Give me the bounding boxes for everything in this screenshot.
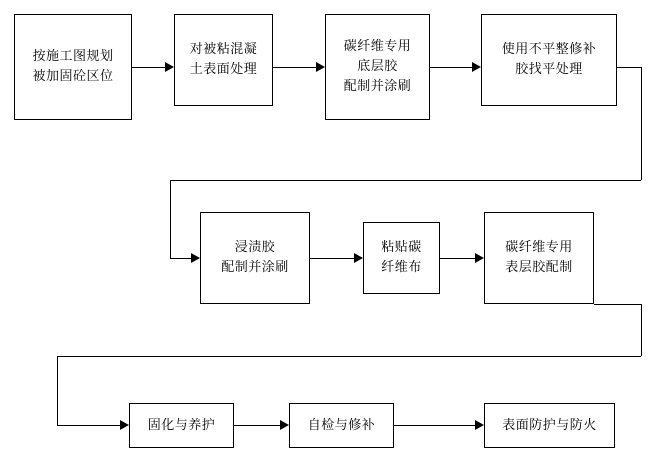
node-surface-adhesive[interactable] [484, 212, 594, 304]
node-line: 粘贴碳 [381, 240, 422, 255]
connector-n9-n10 [394, 425, 475, 426]
connector-n3-n4 [430, 67, 472, 68]
connector-n8-n9 [234, 425, 280, 426]
node-line: 配制并涂刷 [343, 79, 412, 94]
connector-n5-n6 [310, 258, 354, 259]
node-curing-maintenance[interactable] [129, 403, 234, 448]
arrowhead-n3-n4 [472, 62, 481, 72]
arrowhead-n8-n9 [280, 420, 289, 430]
node-line: 按施工图规划 [32, 49, 114, 64]
node-line: 碳纤维专用 [505, 240, 573, 255]
node-line: 表层胶配制 [505, 260, 573, 275]
node-surface-protection-fireproof[interactable] [484, 403, 615, 448]
connector-n4-left [170, 180, 641, 181]
arrowhead-n7-n8 [120, 420, 129, 430]
node-plan-reinforce-area[interactable] [14, 14, 132, 120]
node-impregnation-adhesive[interactable] [200, 212, 310, 304]
connector-n5-down [170, 180, 171, 258]
node-line: 土表面处理 [189, 62, 258, 77]
node-line: 纤维布 [381, 260, 422, 275]
arrowhead-n2-n3 [316, 62, 325, 72]
connector-n8-down [57, 356, 58, 425]
node-line: 浸渍胶 [234, 240, 276, 255]
connector-n2-n3 [273, 67, 316, 68]
node-primer-adhesive[interactable] [325, 14, 430, 120]
node-line: 被加固砼区位 [32, 69, 114, 84]
connector-n7-down [641, 304, 642, 356]
node-line: 表面防护与防火 [502, 417, 597, 433]
connector-n7-left [57, 356, 641, 357]
node-line: 固化与养护 [147, 417, 216, 433]
arrowhead-n4-n5 [191, 253, 200, 263]
node-line: 底层胶 [357, 59, 398, 74]
node-line: 使用不平整修补 [501, 42, 597, 57]
connector-n7-right-lead [594, 304, 641, 305]
arrowhead-n6-n7 [475, 253, 484, 263]
node-line: 对被粘混凝 [189, 42, 258, 57]
connector-n8-in [57, 425, 120, 426]
connector-n4-down-lead [617, 67, 641, 68]
arrowhead-n9-n10 [475, 420, 484, 430]
node-line: 碳纤维专用 [343, 39, 412, 54]
node-line: 自检与修补 [307, 417, 376, 433]
node-line: 配制并涂刷 [221, 260, 289, 275]
node-paste-carbon-fiber-cloth[interactable] [363, 222, 440, 294]
connector-n1-n2 [132, 67, 165, 68]
connector-n5-in [170, 258, 191, 259]
connector-n6-n7 [440, 258, 475, 259]
node-leveling-repair[interactable] [481, 14, 617, 106]
node-self-check-repair[interactable] [289, 403, 394, 448]
arrowhead-n5-n6 [354, 253, 363, 263]
node-line: 胶找平处理 [515, 62, 583, 77]
node-concrete-surface-treatment[interactable] [174, 14, 273, 106]
connector-n4-down [641, 67, 642, 180]
arrowhead-n1-n2 [165, 62, 174, 72]
